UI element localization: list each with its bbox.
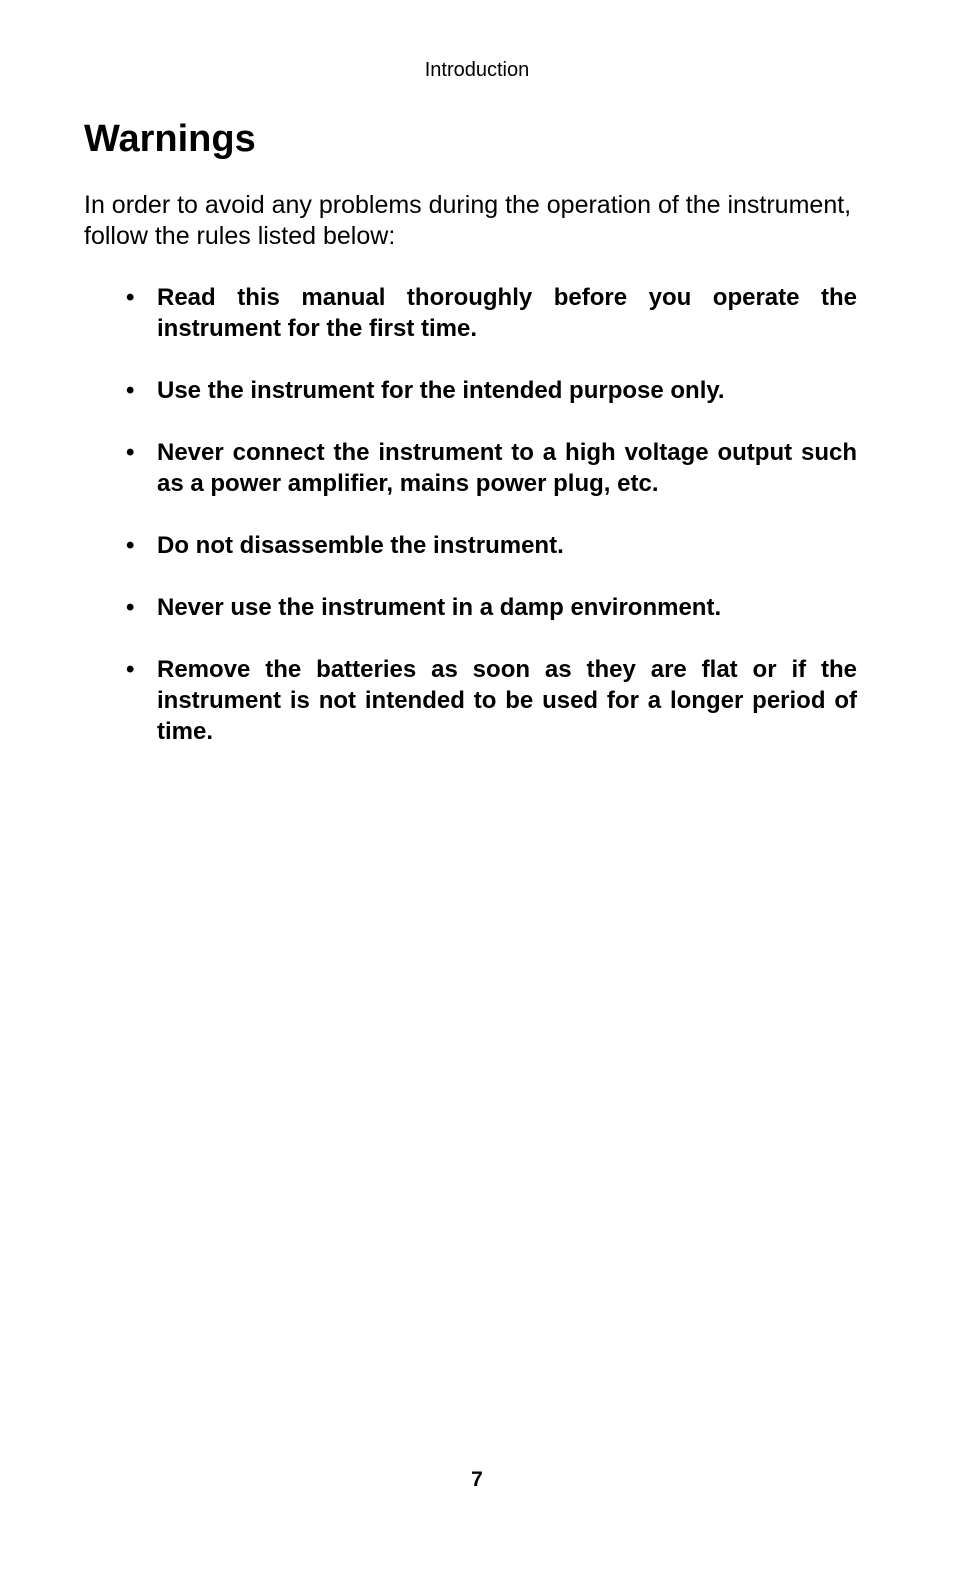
- warning-text: Never connect the instrument to a high voltage output such as a power amplifier, mains power plug, etc.: [157, 439, 857, 497]
- page-title: Warnings: [84, 118, 256, 160]
- warning-text: Never use the instrument in a damp environment.: [157, 594, 722, 621]
- warning-item: [126, 437, 857, 499]
- bullet-icon: •: [126, 532, 135, 559]
- warning-item: [126, 530, 857, 561]
- bullet-icon: •: [126, 284, 135, 311]
- bullet-icon: •: [126, 656, 135, 683]
- page-number: 7: [471, 1468, 483, 1491]
- warning-text: Use the instrument for the intended purpose only.: [157, 377, 725, 404]
- intro-paragraph: In order to avoid any problems during the operation of the instrument, follow the rules listed below:: [84, 191, 852, 250]
- warning-list: [126, 282, 857, 778]
- bullet-icon: •: [126, 377, 135, 404]
- warning-item: [126, 592, 857, 623]
- warning-text: Remove the batteries as soon as they are flat or if the instrument is not intended to be used for a longer period of time.: [157, 656, 857, 745]
- running-header: Introduction: [424, 59, 530, 81]
- bullet-icon: •: [126, 594, 135, 621]
- bullet-icon: •: [126, 439, 135, 466]
- warning-text: Do not disassemble the instrument.: [157, 532, 564, 559]
- warning-item: [126, 282, 857, 344]
- warning-item: [126, 375, 857, 406]
- warning-item: [126, 654, 857, 747]
- warning-text: Read this manual thoroughly before you operate the instrument for the first time.: [157, 284, 857, 342]
